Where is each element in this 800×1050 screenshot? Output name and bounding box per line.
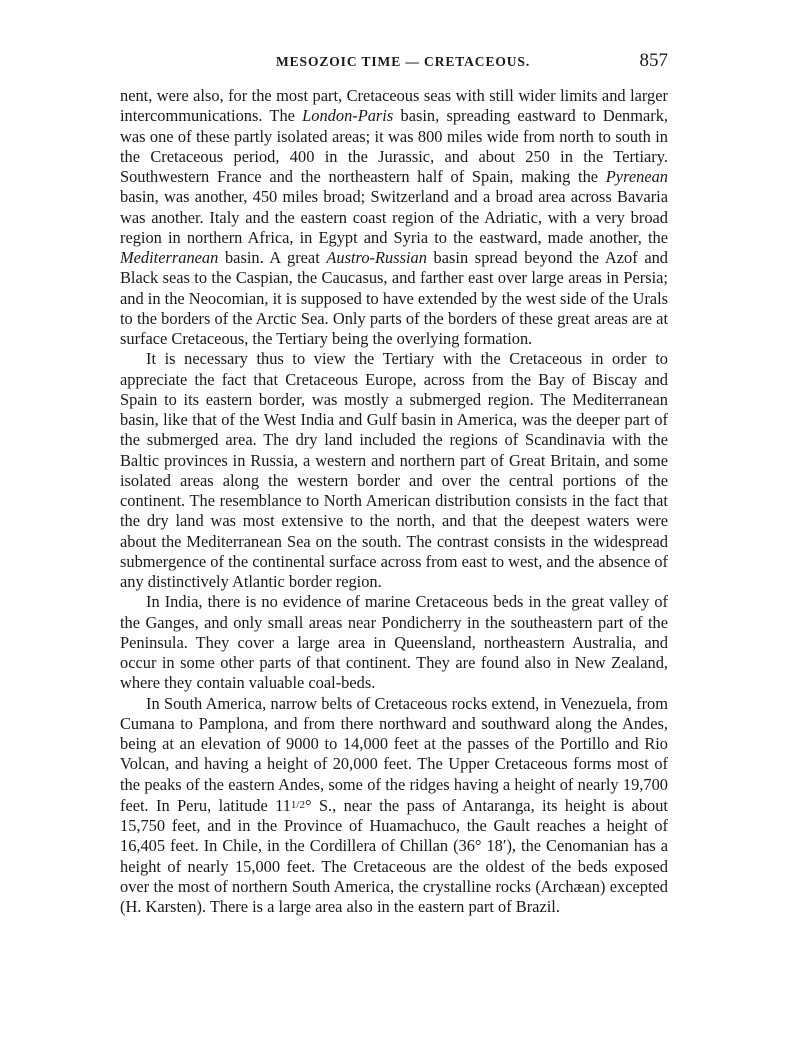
running-title: MESOZOIC TIME — CRETACEOUS. — [276, 54, 531, 69]
paragraph — [120, 592, 668, 693]
text-run: ° S., near the pass of Antaranga, its height is about 15,750 feet, and in the Province of Huamachuco, the Gault reaches a height of 16,405 feet. In Chile, in the Cordillera of Chillan (36° 18′), the Cenomanian has a height of nearly 15,000 feet. The Cretaceous are the oldest of the beds exposed over the most of northern South America, the crystalline rocks (Archæan) excepted (H. Karsten). There is a large area also in the eastern part of Brazil. — [120, 795, 668, 916]
italic-term: London-Paris — [302, 106, 394, 126]
paragraph — [120, 86, 668, 349]
text-run: basin. A great — [218, 248, 327, 267]
text-run: In India, there is no evidence of marine Cretaceous beds in the great valley of the Ganges, and only small areas near Pondicherry in the southeastern part of the Peninsula. They cover a large area in Queensland, northeastern Australia, and occur in some other parts of that continent. They are found also in New Zealand, where they contain valuable coal-beds. — [120, 592, 668, 693]
page-number: 857 — [639, 50, 668, 71]
text-run: basin, spreading eastward to Denmark, was one of these partly isolated areas; it was 800 miles wide from north to south in the Cretaceous period, 400 in the Jurassic, and about 250 in the Tertiary. Southwestern France and the northeastern half of Spain, making the — [120, 106, 668, 186]
italic-term: Mediterranean — [120, 248, 219, 267]
text-run: It is necessary thus to view the Tertiary with the Cretaceous in order to appreciate the fact that Cretaceous Europe, across from the Bay of Biscay and Spain to its eastern border, was mostly a submerged region. The Mediterranean basin, like that of the West India and Gulf basin in America, was the deeper part of the submerged area. The dry land included the regions of Scandinavia with the Baltic provinces in Russia, a western and northern part of Great Britain, and some isolated areas along the western border and over the central portions of the continent. The resemblance to North American distribution consists in the fact that the dry land was most extensive to the north, and that the deepest waters were about the Mediterranean Sea on the south. The contrast consists in the widespread submergence of the continental surface across from east to west, and the absence of any distinctively Atlantic border region. — [120, 349, 668, 591]
italic-term: Pyrenean — [605, 167, 668, 186]
running-head — [120, 52, 668, 76]
body-text — [120, 86, 668, 917]
paragraph — [120, 694, 668, 918]
italic-term: Austro-Russian — [326, 248, 427, 267]
fraction: 1/2 — [290, 798, 305, 811]
text-run: In South America, narrow belts of Cretaceous rocks extend, in Venezuela, from Cumana to Pamplona, and from there northward and southward along the Andes, being at an elevation of 9000 to 14,000 feet at the passes of the Portillo and Rio Volcan, and having a height of 20,000 feet. The Upper Cretaceous forms most of the peaks of the eastern Andes, some of the ridges having a height of nearly 19,700 feet. In Peru, latitude 11 — [120, 693, 668, 815]
paragraph — [120, 349, 668, 592]
text-run: basin, was another, 450 miles broad; Switzerland and a broad area across Bavaria was another. Italy and the eastern coast region of the Adriatic, with a very broad region in northern Africa, in Egypt and Syria to the eastward, made another, the — [120, 187, 668, 247]
text-run: nent, were also, for the most part, Cretaceous seas with still wider limits and larger intercommunications. The — [120, 86, 668, 126]
text-run: basin spread beyond the Azof and Black seas to the Caspian, the Caucasus, and farther east over large areas in Persia; and in the Neocomian, it is supposed to have extended by the west side of the Urals to the borders of the Arctic Sea. Only parts of the borders of these great areas are at surface Cretaceous, the Tertiary being the overlying formation. — [120, 248, 668, 348]
